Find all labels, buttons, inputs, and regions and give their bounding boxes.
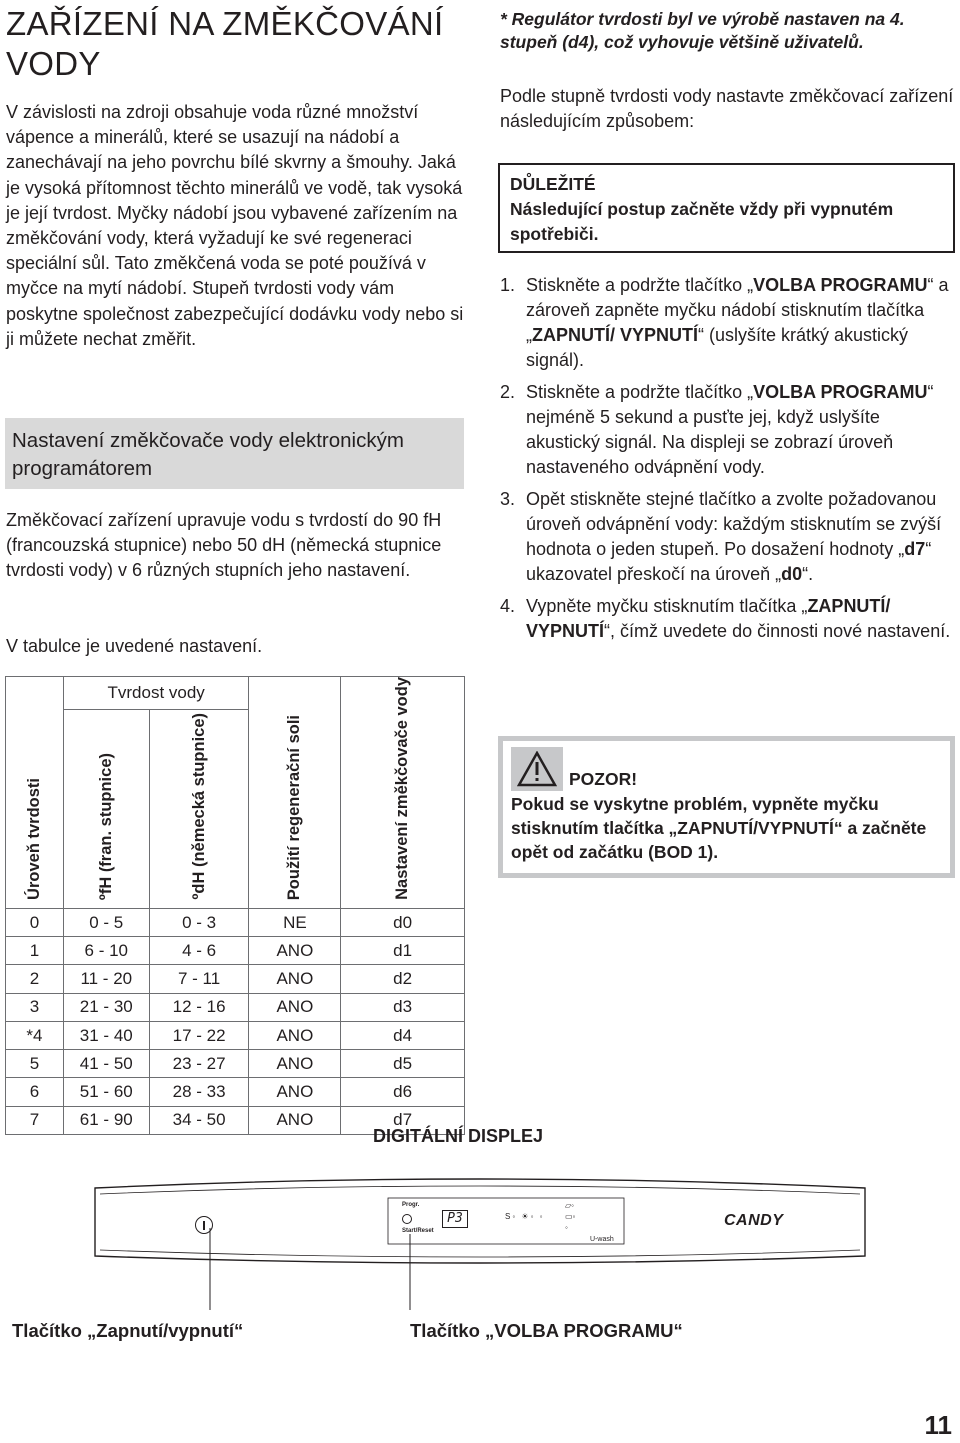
step-item [500,380,955,480]
cell-salt: ANO [249,937,341,965]
cell-dh: 7 - 11 [149,965,249,993]
brand-logo: CANDY [724,1212,784,1229]
indicator-icons-right: ▱◦ ▭◦ ◦ [565,1201,576,1232]
cell-setting: d5 [341,1050,465,1078]
cell-salt: ANO [249,1050,341,1078]
table-row [6,1050,465,1078]
table-row [6,1078,465,1106]
cell-setting: d7 [341,1106,465,1134]
power-button[interactable] [195,1216,213,1234]
program-button[interactable] [402,1214,412,1224]
cell-salt: ANO [249,1106,341,1134]
table-row [6,993,465,1021]
cell-setting: d1 [341,937,465,965]
step-text: Stiskněte a podržte tlačítko „VOLBA PROGRAMU“ a zároveň zapněte myčku nádobí stisknutím tlačítka „ZAPNUTÍ/ VYPNUTÍ“ (uslyšíte krátký akustický signál). [526,275,949,370]
cell-salt: ANO [249,1078,341,1106]
cell-dh: 4 - 6 [149,937,249,965]
progr-label: Progr. [402,1202,420,1208]
warning-label: POZOR! [569,769,638,789]
cell-level: 3 [6,993,64,1021]
table-row [6,908,465,936]
indicator-icons: S◦ ☀◦ ◦ [505,1212,545,1221]
cell-fh: 0 - 5 [63,908,149,936]
cell-fh: 6 - 10 [63,937,149,965]
col-header-level: Úroveň tvrdosti [6,677,64,909]
cell-level: 5 [6,1050,64,1078]
cell-level: 1 [6,937,64,965]
cell-fh: 61 - 90 [63,1106,149,1134]
page-number: 11 [924,1410,952,1440]
cell-level: 6 [6,1078,64,1106]
start-reset-label: Start/Reset [402,1228,434,1234]
cell-dh: 12 - 16 [149,993,249,1021]
cell-salt: ANO [249,965,341,993]
cell-setting: d0 [341,908,465,936]
cell-setting: d4 [341,1021,465,1049]
table-row [6,965,465,993]
cell-dh: 28 - 33 [149,1078,249,1106]
cell-setting: d6 [341,1078,465,1106]
step-item [500,273,955,373]
display-title: DIGITÁLNÍ DISPLEJ [373,1126,544,1146]
cell-fh: 21 - 30 [63,993,149,1021]
cell-level: 0 [6,908,64,936]
intro-paragraph: V závislosti na zdroji obsahuje voda různé množství vápence a minerálů, které se usazují na nádobí a zanechávají na jeho povrchu bílé skvrny a šmouhy. Jaká je vysoká přítomnost těchto minerálů ve vodě, tak vysoká je její tvrdost. Myčky nádobí jsou vybavené zařízením na změkčování vody, která vyžadují ke své regeneraci speciální sůl. Tato změkčená voda se poté používá v myčce na mytí nádobí. Stupeň tvrdosti vody vám poskytne společnost zabezpečující dodávku vody nebo si ji můžete nechat změřit. [6,102,464,349]
section-subheading: Nastavení změkčovače vody elektronickým programátorem [5,418,464,489]
step-number: 2. [500,382,516,402]
step-item [500,594,955,644]
col-header-setting: Nastavení změkčovače vody [341,677,465,909]
cell-dh: 17 - 22 [149,1021,249,1049]
important-label: DŮLEŽITÉ [510,174,596,194]
important-box [498,163,955,253]
setting-instructions-intro: Podle stupně tvrdosti vody nastavte změkčovací zařízení následujícím způsobem: [500,86,954,131]
factory-setting-note: * Regulátor tvrdosti byl ve výrobě nastaven na 4. stupeň (d4), což vyhovuje většině uživatelů. [500,9,905,52]
step-text: Opět stiskněte stejné tlačítko a zvolte požadovanou úroveň odvápnění vody: každým stisknutím se zvýší hodnota o jeden stupeň. Po dosažení hodnoty „d7“ ukazovatel přeskočí na úroveň „d0“. [526,489,942,584]
cell-salt: NE [249,908,341,936]
cell-fh: 51 - 60 [63,1078,149,1106]
warning-box [498,736,955,878]
col-header-salt: Použití regenerační soli [249,677,341,909]
page-title: ZAŘÍZENÍ NA ZMĚKČOVÁNÍ VODY [6,5,444,82]
col-header-dh: ºdH (německá stupnice) [149,709,249,908]
step-number: 4. [500,596,516,616]
power-button-label: Tlačítko „Zapnutí/vypnutí“ [12,1320,244,1341]
cell-setting: d3 [341,993,465,1021]
cell-dh: 23 - 27 [149,1050,249,1078]
cell-fh: 11 - 20 [63,965,149,993]
uwash-label: U-wash [590,1236,614,1243]
program-button-label: Tlačítko „VOLBA PROGRAMU“ [410,1320,683,1341]
step-text: Vypněte myčku stisknutím tlačítka „ZAPNUTÍ/ VYPNUTÍ“, čímž uvedete do činnosti nové nastavení. [526,596,951,641]
control-panel [0,1170,960,1310]
cell-fh: 41 - 50 [63,1050,149,1078]
cell-level: *4 [6,1021,64,1049]
cell-fh: 31 - 40 [63,1021,149,1049]
table-row [6,1021,465,1049]
step-number: 3. [500,489,516,509]
step-item [500,487,955,587]
hardness-table [5,676,465,1135]
step-text: Stiskněte a podržte tlačítko „VOLBA PROGRAMU“ nejméně 5 sekund a pusťte jej, když uslyšíte akustický signál. Na displeji se zobrazí úroveň nastaveného odvápnění vody. [526,382,934,477]
cell-dh: 0 - 3 [149,908,249,936]
cell-level: 2 [6,965,64,993]
warning-triangle-icon [511,747,563,791]
digital-display: P3 [442,1210,468,1228]
table-intro-text: V tabulce je uvedené nastavení. [6,636,263,656]
col-header-hardness: Tvrdost vody [63,677,249,710]
cell-level: 7 [6,1106,64,1134]
cell-setting: d2 [341,965,465,993]
softener-paragraph: Změkčovací zařízení upravuje vodu s tvrdostí do 90 fH (francouzská stupnice) nebo 50 dH (německá stupnice tvrdosti vody) v 6 různých stupních jeho nastavení. [6,510,442,581]
step-number: 1. [500,275,516,295]
col-header-fh: ºfH (fran. stupnice) [63,709,149,908]
cell-salt: ANO [249,1021,341,1049]
cell-salt: ANO [249,993,341,1021]
cell-dh: 34 - 50 [149,1106,249,1134]
warning-text: Pokud se vyskytne problém, vypněte myčku stisknutím tlačítka „ZAPNUTÍ/VYPNUTÍ“ a začněte opět od začátku (BOD 1). [511,794,927,862]
table-row [6,937,465,965]
important-text: Následující postup začněte vždy při vypnutém spotřebiči. [510,199,894,244]
steps-list [500,273,955,651]
